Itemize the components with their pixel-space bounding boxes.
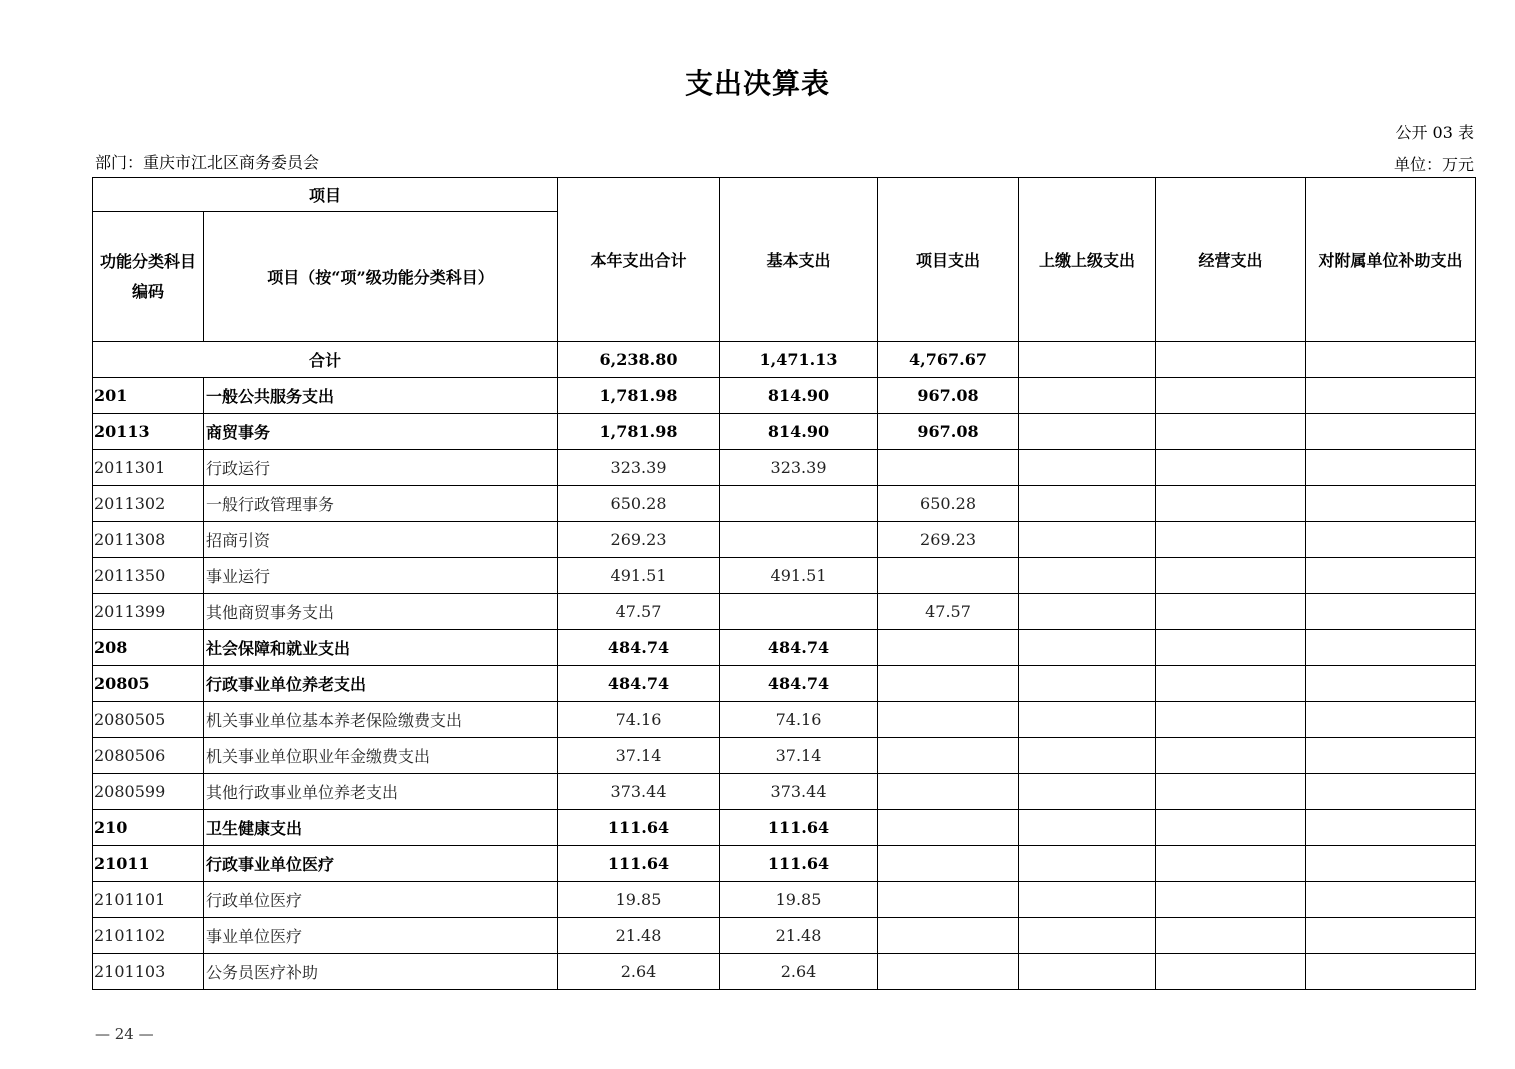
row-basic: 111.64 (720, 846, 878, 882)
row-name: 事业单位医疗 (204, 918, 558, 954)
row-code: 208 (93, 630, 204, 666)
row-basic: 323.39 (720, 450, 878, 486)
row-basic: 19.85 (720, 882, 878, 918)
table-header (93, 178, 1476, 378)
row-name: 公务员医疗补助 (204, 954, 558, 990)
row-name: 事业运行 (204, 558, 558, 594)
row-project (878, 882, 1019, 918)
row-project (878, 450, 1019, 486)
row-project (878, 810, 1019, 846)
row-name: 行政事业单位医疗 (204, 846, 558, 882)
total-label: 合计 (93, 342, 558, 378)
row-total: 21.48 (558, 918, 720, 954)
row-empty-cell (1306, 450, 1476, 486)
row-empty-cell (1306, 738, 1476, 774)
table-row (93, 630, 1476, 666)
row-empty-cell (1306, 882, 1476, 918)
header-operating: 经营支出 (1156, 178, 1306, 342)
row-total: 1,781.98 (558, 414, 720, 450)
header-total: 本年支出合计 (558, 178, 720, 342)
row-empty-cell (1156, 810, 1306, 846)
row-empty-cell (1306, 666, 1476, 702)
table-row (93, 666, 1476, 702)
row-empty-cell (1156, 594, 1306, 630)
row-total: 47.57 (558, 594, 720, 630)
row-empty-cell (1156, 558, 1306, 594)
row-project (878, 774, 1019, 810)
row-code: 21011 (93, 846, 204, 882)
row-empty-cell (1019, 558, 1156, 594)
header-project: 项目 (93, 178, 558, 212)
row-basic: 74.16 (720, 702, 878, 738)
row-empty-cell (1306, 702, 1476, 738)
row-project (878, 630, 1019, 666)
header-upper: 上缴上级支出 (1019, 178, 1156, 342)
row-empty-cell (1156, 738, 1306, 774)
row-total: 484.74 (558, 666, 720, 702)
header-subsidy: 对附属单位补助支出 (1306, 178, 1476, 342)
row-project: 967.08 (878, 378, 1019, 414)
row-project (878, 954, 1019, 990)
table-row (93, 954, 1476, 990)
row-empty-cell (1306, 846, 1476, 882)
row-total: 37.14 (558, 738, 720, 774)
row-empty-cell (1156, 378, 1306, 414)
row-total: 650.28 (558, 486, 720, 522)
table-row (93, 522, 1476, 558)
table-row (93, 846, 1476, 882)
row-code: 2011399 (93, 594, 204, 630)
row-code: 2011301 (93, 450, 204, 486)
row-empty-cell (1019, 522, 1156, 558)
row-empty-cell (1156, 630, 1306, 666)
row-empty-cell (1019, 702, 1156, 738)
row-empty-cell (1156, 774, 1306, 810)
row-empty-cell (1156, 450, 1306, 486)
table-row (93, 702, 1476, 738)
row-total: 19.85 (558, 882, 720, 918)
row-basic: 21.48 (720, 918, 878, 954)
table-row (93, 882, 1476, 918)
row-project (878, 738, 1019, 774)
row-project (878, 702, 1019, 738)
table-row (93, 414, 1476, 450)
row-project: 967.08 (878, 414, 1019, 450)
row-total: 111.64 (558, 810, 720, 846)
row-total: 484.74 (558, 630, 720, 666)
row-empty-cell (1019, 594, 1156, 630)
row-project: 47.57 (878, 594, 1019, 630)
row-empty-cell (1156, 846, 1306, 882)
row-total: 2.64 (558, 954, 720, 990)
row-basic (720, 522, 878, 558)
row-name: 一般行政管理事务 (204, 486, 558, 522)
header-func-code: 功能分类科目编码 (93, 212, 204, 342)
row-project (878, 846, 1019, 882)
table-row (93, 738, 1476, 774)
row-empty-cell (1019, 846, 1156, 882)
row-total: 491.51 (558, 558, 720, 594)
row-code: 2101102 (93, 918, 204, 954)
table-row (93, 558, 1476, 594)
row-empty-cell (1306, 594, 1476, 630)
row-empty-cell (1156, 882, 1306, 918)
row-project: 650.28 (878, 486, 1019, 522)
department-label: 部门：重庆市江北区商务委员会 (95, 153, 320, 172)
row-name: 一般公共服务支出 (204, 378, 558, 414)
row-empty-cell (1019, 810, 1156, 846)
row-empty-cell (1019, 666, 1156, 702)
row-basic: 491.51 (720, 558, 878, 594)
row-basic: 814.90 (720, 414, 878, 450)
row-project: 269.23 (878, 522, 1019, 558)
row-total: 269.23 (558, 522, 720, 558)
table-row (93, 378, 1476, 414)
row-basic: 373.44 (720, 774, 878, 810)
row-empty-cell (1156, 918, 1306, 954)
row-empty-cell (1156, 666, 1306, 702)
row-name: 社会保障和就业支出 (204, 630, 558, 666)
row-empty-cell (1306, 414, 1476, 450)
row-code: 210 (93, 810, 204, 846)
unit-label: 单位：万元 (1393, 155, 1474, 174)
table-row (93, 810, 1476, 846)
row-code: 2011302 (93, 486, 204, 522)
row-code: 2080599 (93, 774, 204, 810)
row-empty-cell (1306, 378, 1476, 414)
row-name: 机关事业单位职业年金缴费支出 (204, 738, 558, 774)
row-project (878, 918, 1019, 954)
row-empty-cell (1019, 630, 1156, 666)
row-empty-cell (1019, 486, 1156, 522)
total-basic: 1,471.13 (720, 342, 878, 378)
row-empty-cell (1156, 414, 1306, 450)
row-name: 招商引资 (204, 522, 558, 558)
row-empty-cell (1019, 738, 1156, 774)
row-code: 2011308 (93, 522, 204, 558)
header-item-name: 项目（按“项”级功能分类科目） (204, 212, 558, 342)
row-total: 74.16 (558, 702, 720, 738)
row-code: 20805 (93, 666, 204, 702)
row-empty-cell (1156, 702, 1306, 738)
row-total: 1,781.98 (558, 378, 720, 414)
row-empty-cell (1019, 450, 1156, 486)
row-empty-cell (1156, 522, 1306, 558)
row-empty-cell (1019, 774, 1156, 810)
header-basic: 基本支出 (720, 178, 878, 342)
row-basic: 814.90 (720, 378, 878, 414)
row-empty-cell (1156, 486, 1306, 522)
row-empty-cell (1306, 522, 1476, 558)
row-basic (720, 594, 878, 630)
row-project (878, 558, 1019, 594)
row-empty-cell (1019, 414, 1156, 450)
page-title: 支出决算表 (684, 67, 830, 100)
row-code: 20113 (93, 414, 204, 450)
row-basic: 2.64 (720, 954, 878, 990)
row-empty-cell (1306, 486, 1476, 522)
table-row (93, 918, 1476, 954)
expenditure-table (92, 177, 1476, 990)
row-code: 2101103 (93, 954, 204, 990)
row-empty-cell (1306, 810, 1476, 846)
row-basic: 484.74 (720, 666, 878, 702)
row-basic: 484.74 (720, 630, 878, 666)
row-empty-cell (1306, 918, 1476, 954)
row-name: 行政运行 (204, 450, 558, 486)
row-project (878, 666, 1019, 702)
row-name: 商贸事务 (204, 414, 558, 450)
table-row (93, 774, 1476, 810)
row-code: 201 (93, 378, 204, 414)
row-code: 2080505 (93, 702, 204, 738)
row-code: 2080506 (93, 738, 204, 774)
table-row (93, 594, 1476, 630)
row-empty-cell (1306, 558, 1476, 594)
row-name: 行政事业单位养老支出 (204, 666, 558, 702)
row-name: 卫生健康支出 (204, 810, 558, 846)
row-name: 其他商贸事务支出 (204, 594, 558, 630)
row-basic: 111.64 (720, 810, 878, 846)
total-row (93, 342, 1476, 378)
page-number: — 24 — (95, 1025, 154, 1043)
row-name: 行政单位医疗 (204, 882, 558, 918)
row-total: 373.44 (558, 774, 720, 810)
row-empty-cell (1156, 954, 1306, 990)
row-empty-cell (1306, 774, 1476, 810)
row-empty-cell (1019, 378, 1156, 414)
total-total: 6,238.80 (558, 342, 720, 378)
row-code: 2011350 (93, 558, 204, 594)
form-number: 公开 03 表 (1395, 123, 1474, 142)
row-name: 其他行政事业单位养老支出 (204, 774, 558, 810)
row-empty-cell (1019, 918, 1156, 954)
table-row (93, 486, 1476, 522)
row-empty-cell (1019, 954, 1156, 990)
row-empty-cell (1306, 630, 1476, 666)
row-total: 323.39 (558, 450, 720, 486)
row-empty-cell (1019, 882, 1156, 918)
total-project: 4,767.67 (878, 342, 1019, 378)
row-code: 2101101 (93, 882, 204, 918)
table-body (93, 378, 1476, 990)
row-name: 机关事业单位基本养老保险缴费支出 (204, 702, 558, 738)
row-empty-cell (1306, 954, 1476, 990)
row-total: 111.64 (558, 846, 720, 882)
table-row (93, 450, 1476, 486)
row-basic: 37.14 (720, 738, 878, 774)
row-basic (720, 486, 878, 522)
header-project-expense: 项目支出 (878, 178, 1019, 342)
